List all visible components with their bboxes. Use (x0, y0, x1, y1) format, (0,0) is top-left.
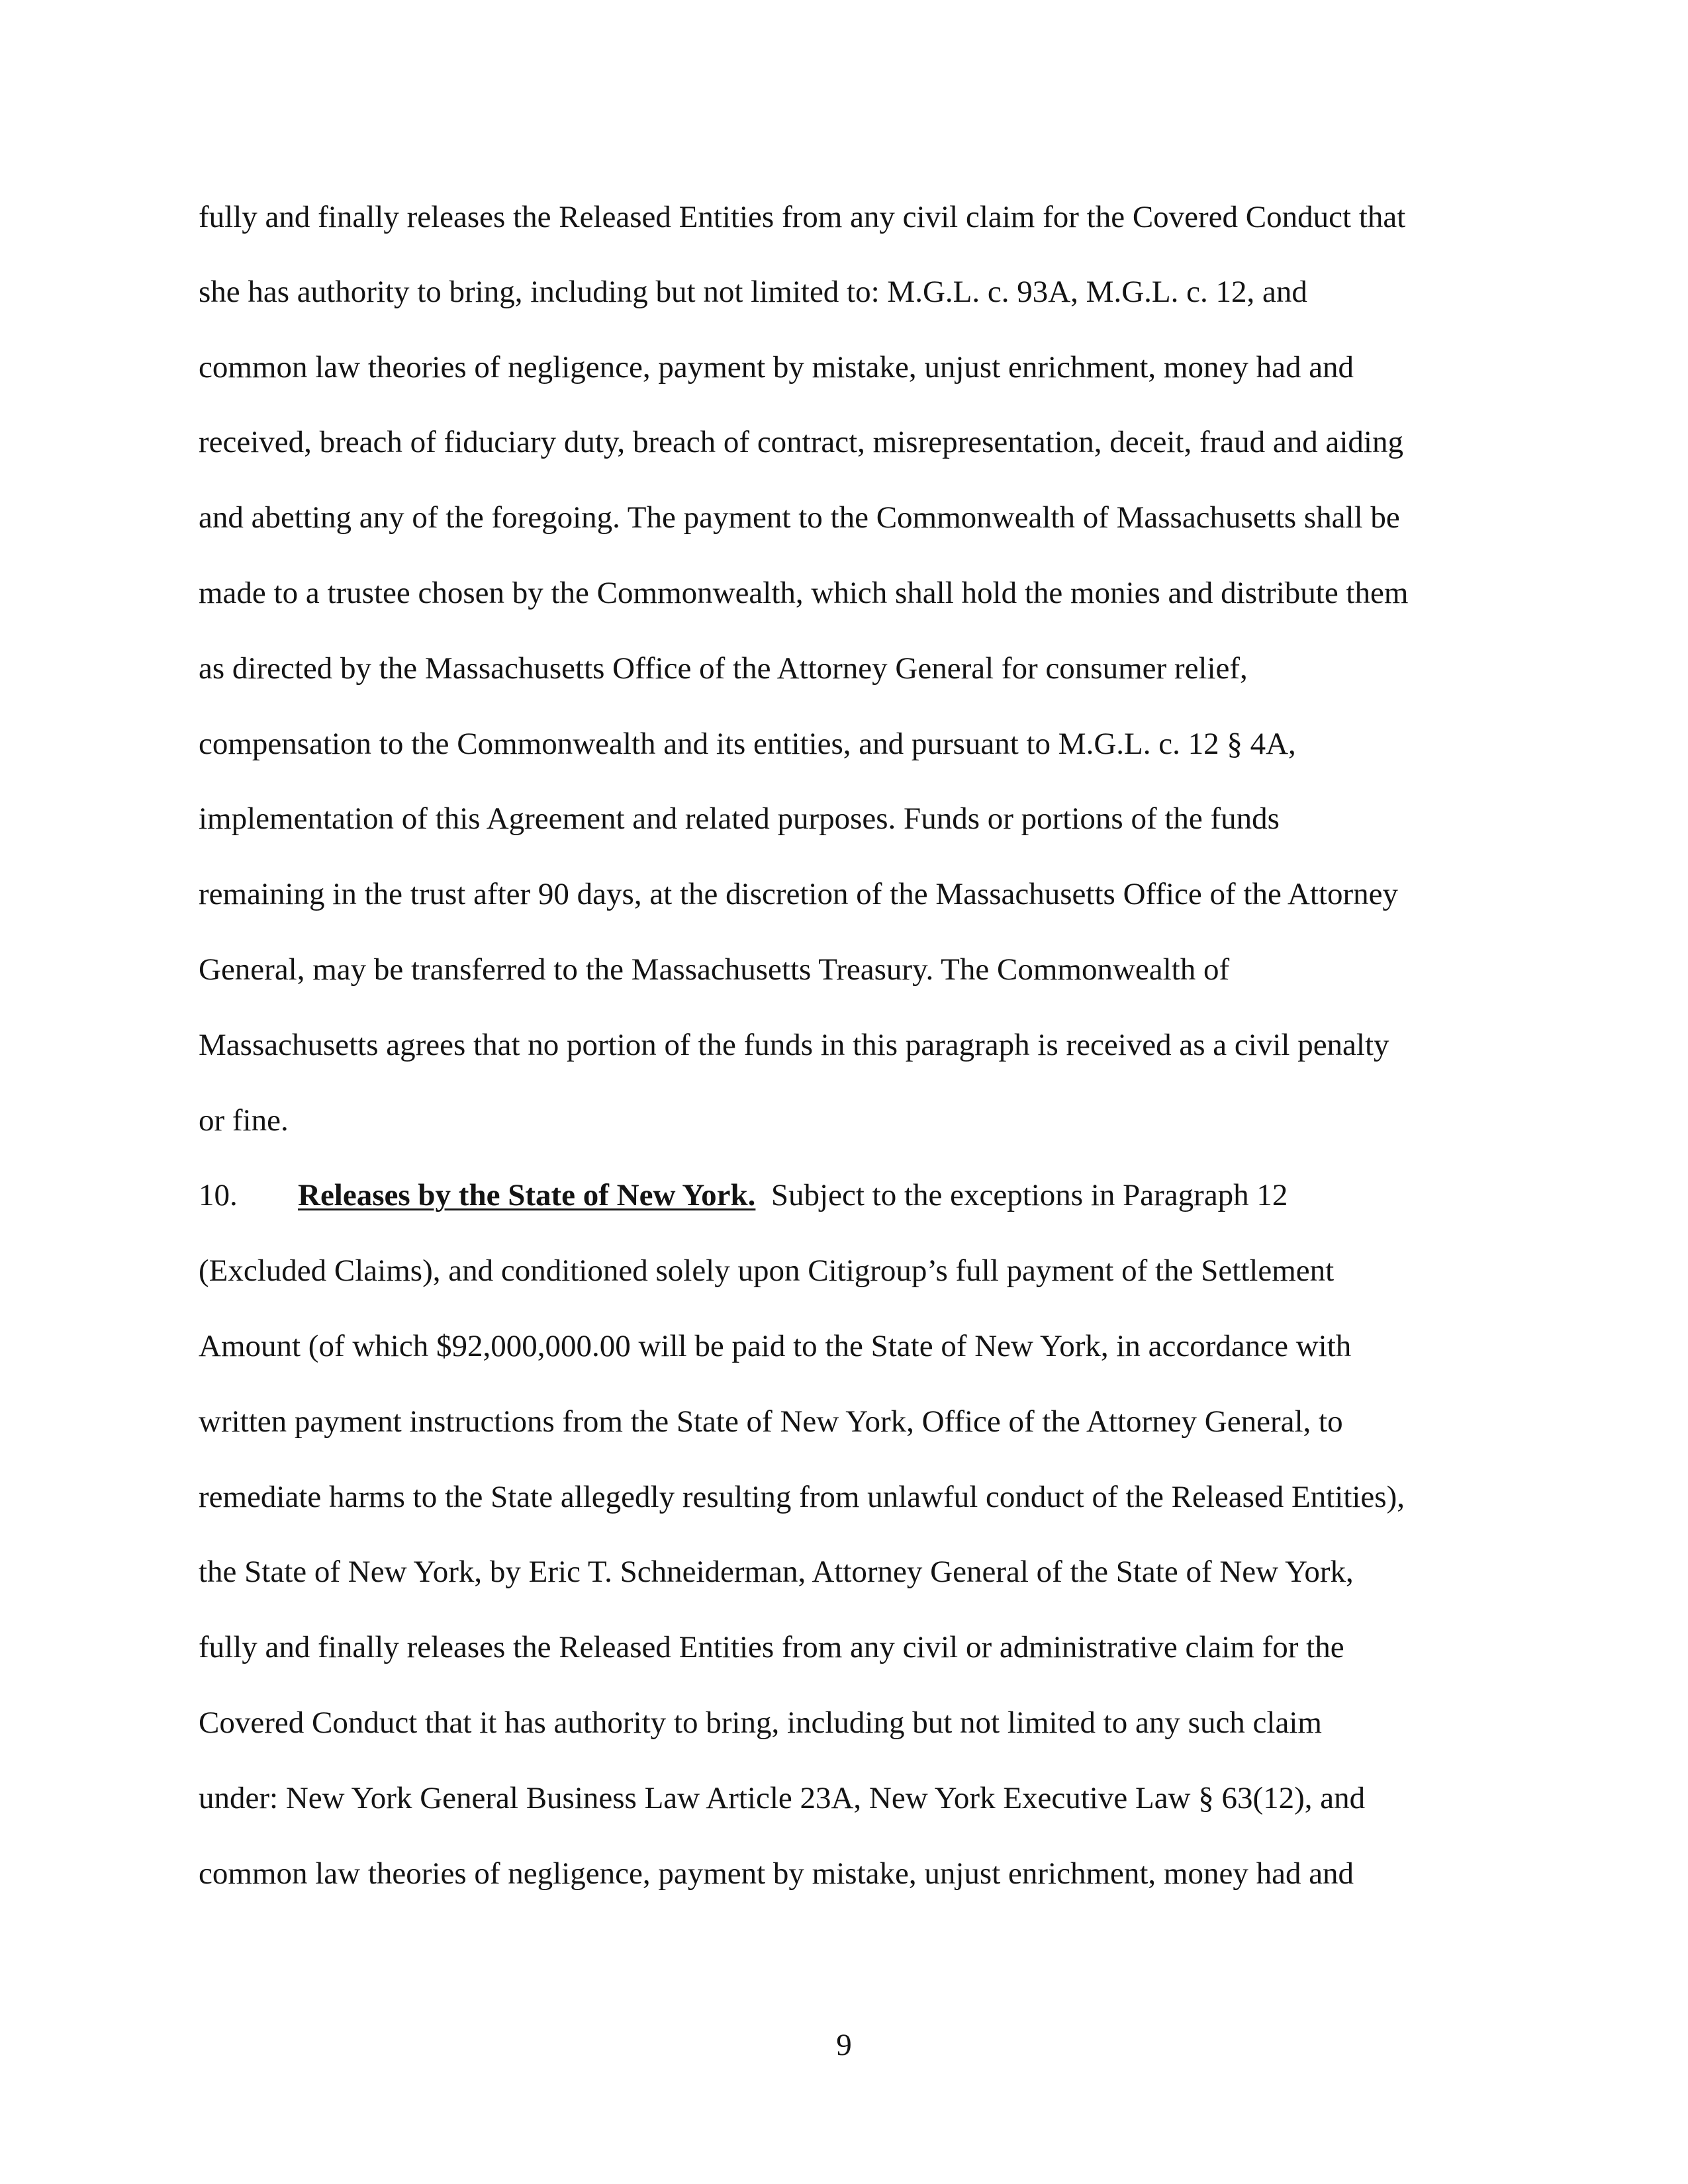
body-line: common law theories of negligence, payment by mistake, unjust enrichment, money had and (199, 1856, 1354, 1891)
body-line: (Excluded Claims), and conditioned solely upon Citigroup’s full payment of the Settlement (199, 1253, 1335, 1288)
paragraph-heading: Releases by the State of New York. (298, 1178, 756, 1212)
paragraph-heading-continuation: Subject to the exceptions in Paragraph 12 (755, 1178, 1288, 1212)
body-line: received, breach of fiduciary duty, breach of contract, misrepresentation, deceit, fraud and aiding (199, 425, 1403, 459)
body-line: Covered Conduct that it has authority to bring, including but not limited to any such claim (199, 1706, 1322, 1740)
body-line: as directed by the Massachusetts Office of the Attorney General for consumer relief, (199, 651, 1248, 686)
body-line: Massachusetts agrees that no portion of the funds in this paragraph is received as a civil penalty (199, 1028, 1389, 1062)
body-line: compensation to the Commonwealth and its entities, and pursuant to M.G.L. c. 12 § 4A, (199, 727, 1296, 761)
body-line: made to a trustee chosen by the Commonwealth, which shall hold the monies and distribute them (199, 576, 1409, 610)
body-line: the State of New York, by Eric T. Schneiderman, Attorney General of the State of New York, (199, 1555, 1354, 1589)
paragraph-heading-line (298, 1177, 1288, 1214)
body-line: fully and finally releases the Released Entities from any civil claim for the Covered Conduct that (199, 200, 1406, 234)
body-line: written payment instructions from the State of New York, Office of the Attorney General, to (199, 1404, 1343, 1439)
body-line: implementation of this Agreement and related purposes. Funds or portions of the funds (199, 801, 1280, 836)
body-line: General, may be transferred to the Massachusetts Treasury. The Commonwealth of (199, 952, 1230, 987)
body-line: she has authority to bring, including but not limited to: M.G.L. c. 93A, M.G.L. c. 12, and (199, 275, 1307, 309)
paragraph-number: 10. (199, 1178, 238, 1212)
page-number: 9 (836, 2028, 852, 2062)
body-line: and abetting any of the foregoing. The payment to the Commonwealth of Massachusetts shall be (199, 500, 1400, 535)
body-line: fully and finally releases the Released Entities from any civil or administrative claim for the (199, 1630, 1344, 1664)
body-line: or fine. (199, 1103, 289, 1138)
body-line: remediate harms to the State allegedly resulting from unlawful conduct of the Released Entities), (199, 1480, 1405, 1514)
body-line: under: New York General Business Law Article 23A, New York Executive Law § 63(12), and (199, 1781, 1366, 1815)
body-line: remaining in the trust after 90 days, at the discretion of the Massachusetts Office of the Attorney (199, 877, 1399, 911)
body-line: Amount (of which $92,000,000.00 will be paid to the State of New York, in accordance with (199, 1329, 1352, 1363)
body-line: common law theories of negligence, payment by mistake, unjust enrichment, money had and (199, 350, 1354, 385)
